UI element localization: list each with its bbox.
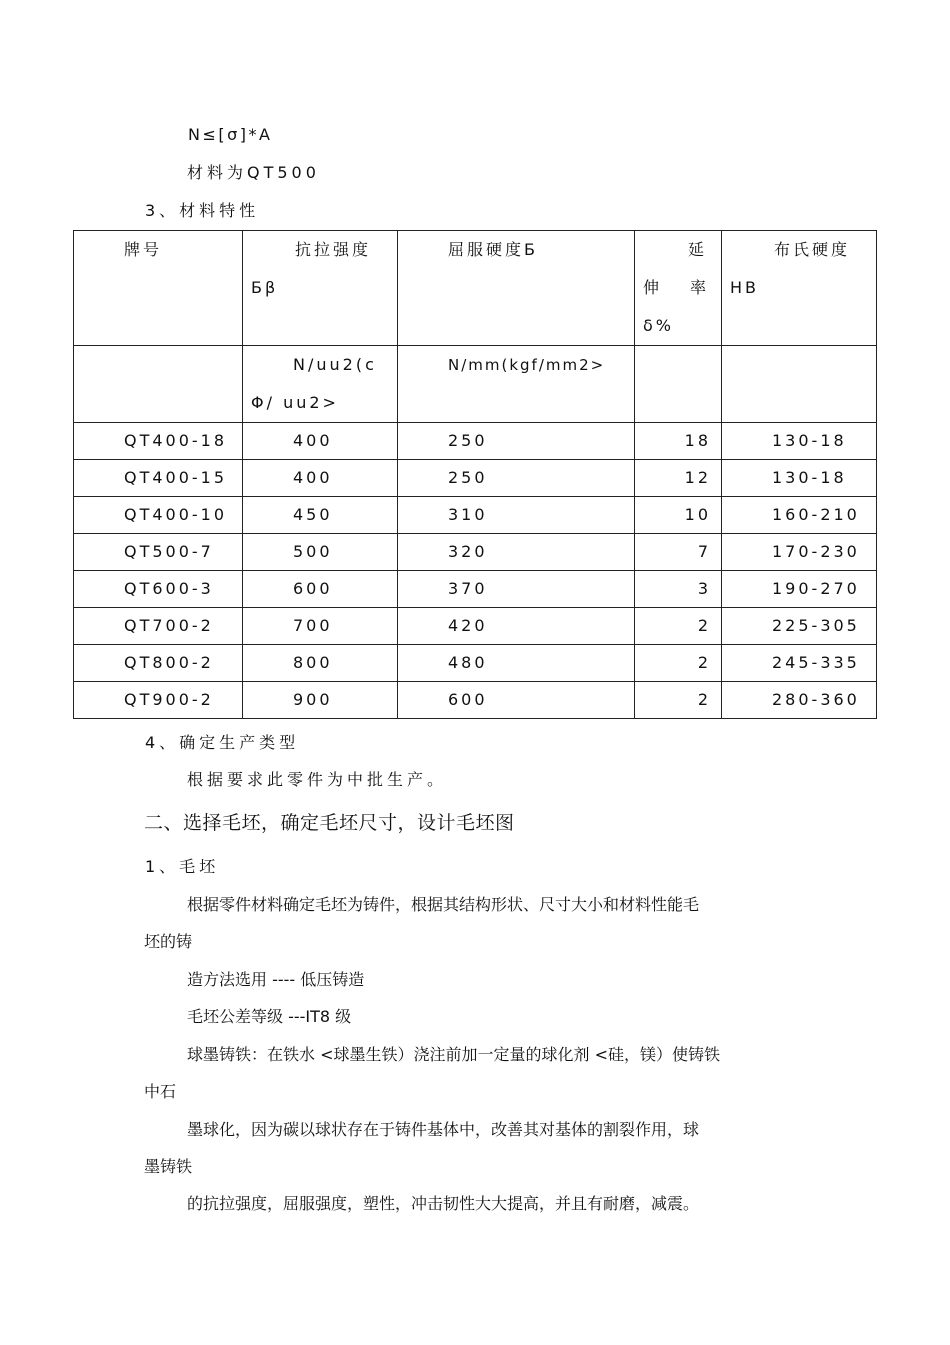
cell-tensile: 700: [243, 608, 398, 645]
cell-tensile: 800: [243, 645, 398, 682]
header-tensile: 抗拉强度: [295, 240, 372, 259]
cell-grade: QT400-10: [74, 497, 243, 534]
table-row: [74, 608, 877, 645]
cell-elongation: 7: [635, 534, 722, 571]
cell-hardness: 130-18: [722, 423, 877, 460]
cell-hardness: 130-18: [722, 460, 877, 497]
section-4-title: 4、确定生产类型: [145, 733, 300, 752]
paragraph-5-line-1: 墨球化，因为碳以球状存在于铸件基体中，改善其对基体的割裂作用，球: [187, 1120, 700, 1139]
table-row: [74, 497, 877, 534]
unit-yield: N/mm(kgf/mm2>: [448, 356, 606, 374]
cell-hardness: 160-210: [722, 497, 877, 534]
cell-tensile: 450: [243, 497, 398, 534]
header-tensile-symbol: Бβ: [251, 278, 279, 297]
cell-yield: 600: [398, 682, 635, 719]
subsection-1-title: 1、毛坯: [145, 857, 220, 876]
cell-tensile: 600: [243, 571, 398, 608]
cell-elongation: 3: [635, 571, 722, 608]
cell-elongation: 2: [635, 682, 722, 719]
table-row: [74, 460, 877, 497]
paragraph-4-line-1: 球墨铸铁：在铁水 <球墨生铁）浇注前加一定量的球化剂 <硅，镁）使铸铁: [187, 1045, 720, 1064]
table-units-row: [74, 346, 877, 423]
cell-elongation: 2: [635, 608, 722, 645]
cell-yield: 310: [398, 497, 635, 534]
cell-grade: QT400-18: [74, 423, 243, 460]
cell-hardness: 245-335: [722, 645, 877, 682]
table-row: [74, 571, 877, 608]
cell-grade: QT900-2: [74, 682, 243, 719]
cell-elongation: 10: [635, 497, 722, 534]
cell-grade: QT500-7: [74, 534, 243, 571]
cell-yield: 250: [398, 423, 635, 460]
unit-tensile-1: N/uu2(c: [293, 355, 377, 374]
header-yield: 屈服硬度Б: [448, 240, 538, 259]
header-hardness: 布氏硬度: [774, 240, 851, 259]
cell-tensile: 500: [243, 534, 398, 571]
header-hardness-unit: HB: [730, 278, 760, 297]
cell-grade: QT800-2: [74, 645, 243, 682]
cell-elongation: 2: [635, 645, 722, 682]
header-elongation-2: 伸 率: [643, 278, 710, 297]
section-3-title: 3、材料特性: [145, 201, 260, 220]
cell-tensile: 400: [243, 460, 398, 497]
cell-hardness: 280-360: [722, 682, 877, 719]
header-grade: 牌号: [124, 240, 163, 259]
table-header-row: [74, 231, 877, 346]
section-4-text: 根据要求此零件为中批生产。: [187, 770, 448, 789]
table-row: [74, 645, 877, 682]
paragraph-4-line-2: 中石: [144, 1082, 177, 1101]
cell-grade: QT700-2: [74, 608, 243, 645]
header-elongation-1: 延: [687, 240, 707, 259]
table-row: [74, 682, 877, 719]
cell-hardness: 225-305: [722, 608, 877, 645]
paragraph-1-line-1: 根据零件材料确定毛坯为铸件，根据其结构形状、尺寸大小和材料性能毛: [187, 895, 700, 914]
cell-yield: 420: [398, 608, 635, 645]
cell-elongation: 12: [635, 460, 722, 497]
table-row: [74, 534, 877, 571]
paragraph-3: 毛坯公差等级 ---IT8 级: [187, 1007, 352, 1026]
paragraph-2: 造方法选用 ---- 低压铸造: [187, 970, 365, 989]
cell-yield: 370: [398, 571, 635, 608]
cell-tensile: 400: [243, 423, 398, 460]
table-row: [74, 423, 877, 460]
cell-yield: 480: [398, 645, 635, 682]
chapter-2-title: 二、选择毛坯，确定毛坯尺寸，设计毛坯图: [144, 812, 515, 834]
cell-tensile: 900: [243, 682, 398, 719]
cell-hardness: 170-230: [722, 534, 877, 571]
cell-grade: QT400-15: [74, 460, 243, 497]
unit-tensile-2: Φ/ uu2>: [251, 393, 339, 412]
paragraph-5-line-2: 墨铸铁: [144, 1157, 193, 1176]
material-properties-table: [73, 230, 877, 719]
cell-elongation: 18: [635, 423, 722, 460]
cell-hardness: 190-270: [722, 571, 877, 608]
header-elongation-unit: δ%: [643, 316, 674, 335]
paragraph-6: 的抗拉强度，屈服强度，塑性，冲击韧性大大提高，并且有耐磨，减震。: [187, 1194, 700, 1213]
cell-grade: QT600-3: [74, 571, 243, 608]
cell-yield: 320: [398, 534, 635, 571]
formula: N≤[σ]*A: [188, 125, 273, 144]
cell-yield: 250: [398, 460, 635, 497]
material-line: 材料为QT500: [187, 163, 320, 182]
paragraph-1-line-2: 坯的铸: [144, 932, 193, 951]
